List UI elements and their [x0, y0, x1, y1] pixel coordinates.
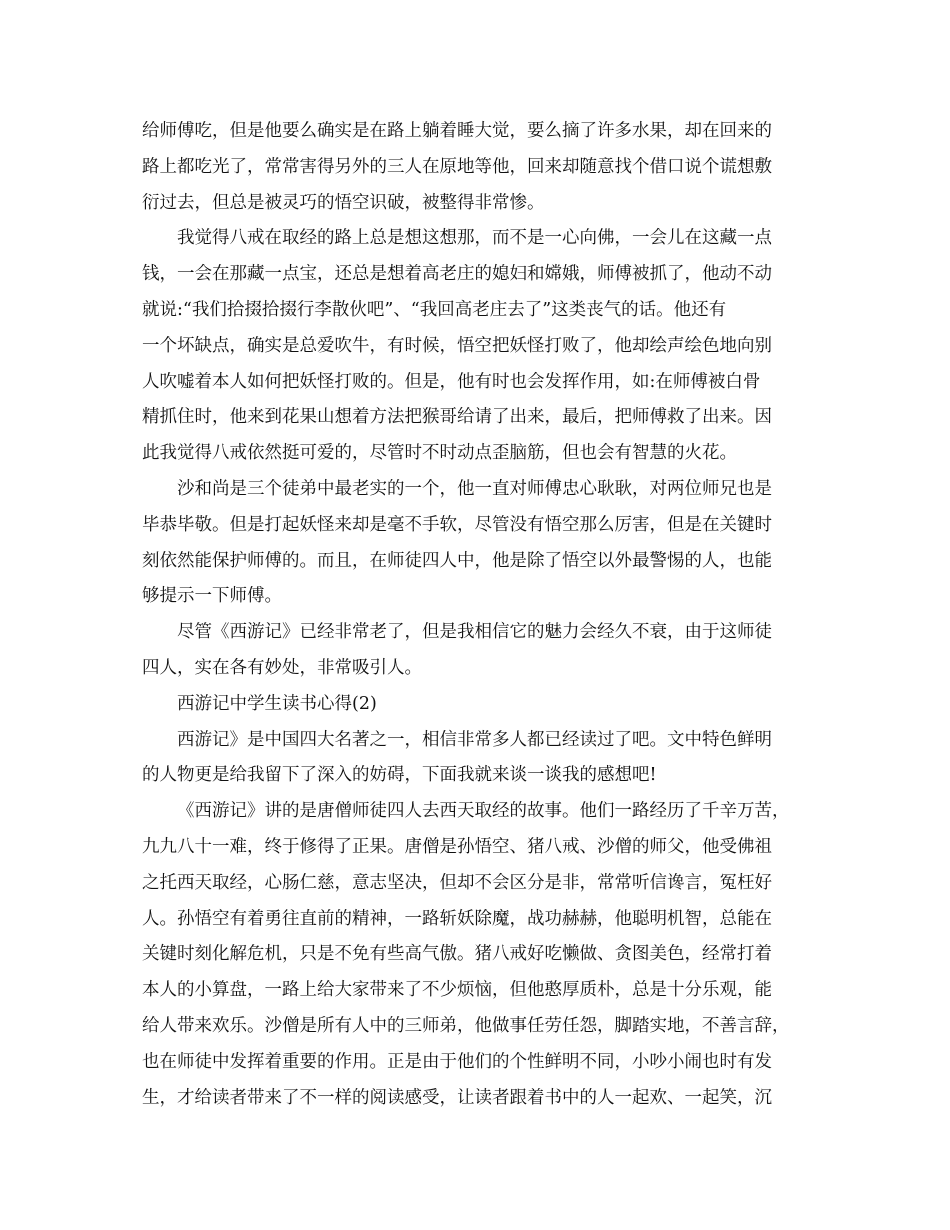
text-line: 给师傅吃，但是他要么确实是在路上躺着睡大觉，要么摘了许多水果，却在回来的 — [142, 121, 772, 141]
text-line: 之托西天取经，心肠仁慈，意志坚决，但却不会区分是非，常常听信谗言，冤枉好 — [142, 872, 772, 893]
text-line: 一个坏缺点，确实是总爱吹牛，有时候，悟空把妖怪打败了，他却绘声绘色地向别 — [142, 335, 772, 356]
text-line: 就说:“我们拾掇拾掇行李散伙吧”、“我回高老庄去了”这类丧气的话。他还有 — [142, 299, 727, 320]
text-line: 也在师徒中发挥着重要的作用。正是由于他们的个性鲜明不同，小吵小闹也时有发 — [142, 1051, 772, 1072]
text-line: 钱，一会在那藏一点宝，还总是想着高老庄的媳妇和嫦娥，师傅被抓了，他动不动 — [142, 264, 772, 285]
text-line: 够提示一下师傅。 — [142, 586, 282, 607]
text-line: 衍过去，但总是被灵巧的悟空识破，被整得非常惨。 — [142, 192, 545, 213]
text-line: 关键时刻化解危机，只是不免有些高气傲。猪八戒好吃懒做、贪图美色，经常打着 — [142, 944, 772, 965]
text-line: 西游记中学生读书心得(2) — [177, 693, 377, 714]
text-line: 给人带来欢乐。沙僧是所有人中的三师弟，他做事任劳任怨，脚踏实地，不善言辞， — [142, 1015, 790, 1036]
text-line: 路上都吃光了，常常害得另外的三人在原地等他，回来却随意找个借口说个谎想敷 — [142, 156, 772, 177]
text-line: 的人物更是给我留下了深入的妨碍，下面我就来谈一谈我的感想吧! — [142, 765, 657, 786]
text-line: 沙和尚是三个徒弟中最老实的一个，他一直对师傅忠心耿耿，对两位师兄也是 — [177, 478, 772, 499]
text-line: 刻依然能保护师傅的。而且，在师徒四人中，他是除了悟空以外最警惕的人，也能 — [142, 550, 772, 571]
text-line: 尽管《西游记》已经非常老了，但是我相信它的魅力会经久不衰，由于这师徒 — [177, 622, 772, 643]
text-line: 精抓住时，他来到花果山想着方法把猴哥给请了出来，最后，把师傅救了出来。因 — [142, 407, 772, 428]
text-line: 人吹嘘着本人如何把妖怪打败的。但是，他有时也会发挥作用，如:在师傅被白骨 — [142, 371, 761, 392]
text-line: 本人的小算盘，一路上给大家带来了不少烦恼，但他憨厚质朴，总是十分乐观，能 — [142, 980, 772, 1001]
text-line: 毕恭毕敬。但是打起妖怪来却是毫不手软，尽管没有悟空那么厉害，但是在关键时 — [142, 514, 772, 535]
text-line: 《西游记》讲的是唐僧师徒四人去西天取经的故事。他们一路经历了千辛万苦， — [177, 801, 790, 822]
text-line: 此我觉得八戒依然挺可爱的，尽管时不时动点歪脑筋，但也会有智慧的火花。 — [142, 443, 737, 464]
text-line: 我觉得八戒在取经的路上总是想这想那，而不是一心向佛，一会儿在这藏一点 — [177, 228, 772, 249]
text-line: 生，才给读者带来了不一样的阅读感受，让读者跟着书中的人一起欢、一起笑，沉 — [142, 1087, 772, 1108]
text-line: 西游记》是中国四大名著之一，相信非常多人都已经读过了吧。文中特色鲜明 — [177, 729, 772, 750]
text-line: 九九八十一难，终于修得了正果。唐僧是孙悟空、猪八戒、沙僧的师父，他受佛祖 — [142, 836, 772, 857]
document-body-text — [142, 114, 812, 1116]
text-line: 人。孙悟空有着勇往直前的精神，一路斩妖除魔，战功赫赫，他聪明机智，总能在 — [142, 908, 772, 929]
text-line: 四人，实在各有妙处，非常吸引人。 — [142, 657, 422, 678]
